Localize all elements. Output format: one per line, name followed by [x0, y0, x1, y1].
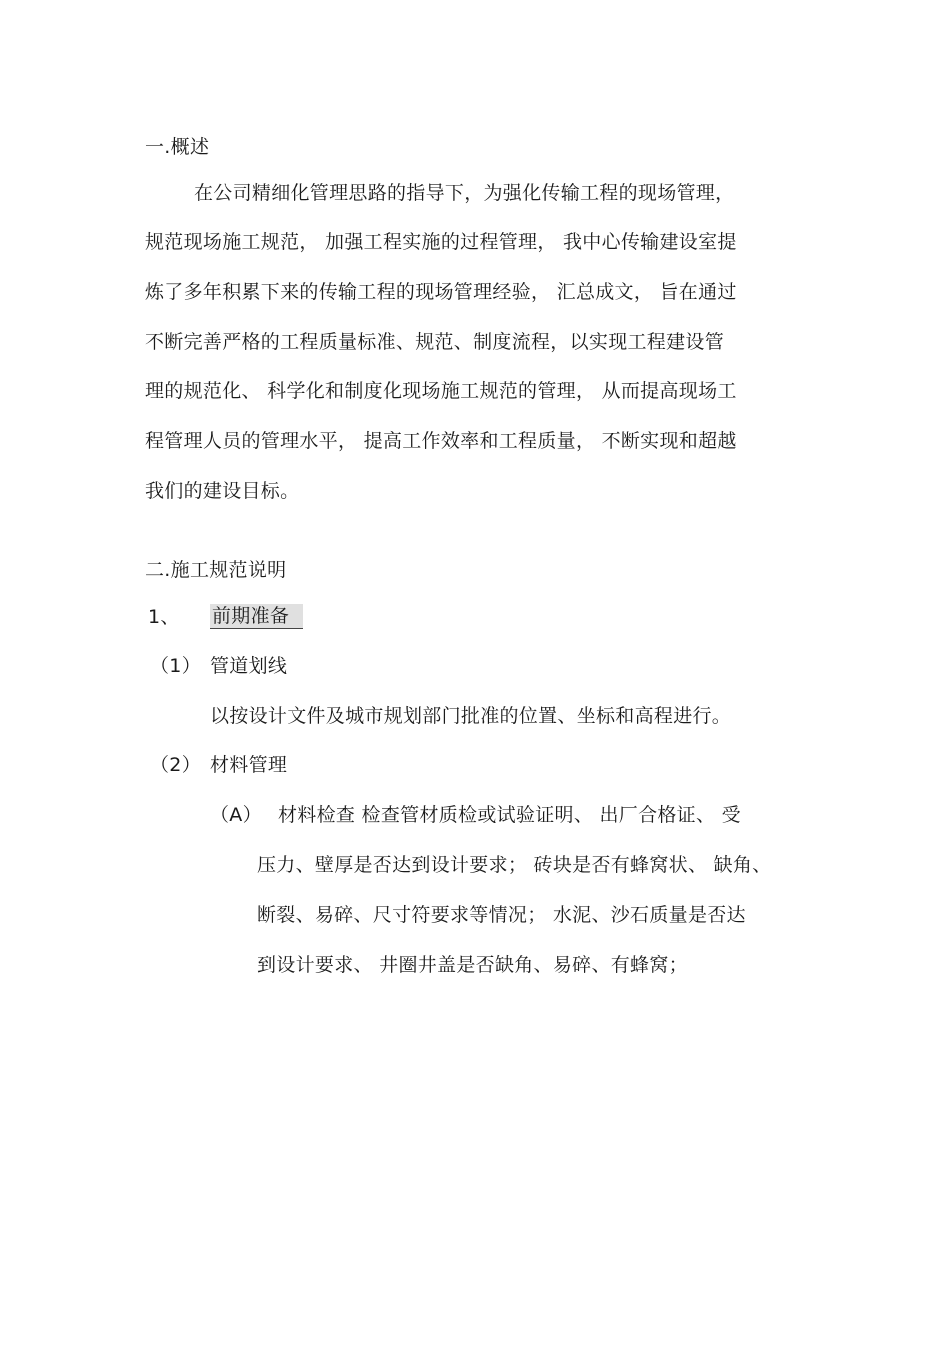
paragraph-line: 理的规范化、 科学化和制度化现场施工规范的管理， 从而提高现场工 — [145, 380, 737, 402]
list-item-text: 断裂、易碎、尺寸符要求等情况； 水泥、沙石质量是否达 — [257, 904, 746, 926]
sub-item-text: 以按设计文件及城市规划部门批准的位置、坐标和高程进行。 — [210, 705, 732, 727]
list-item-label: （A） — [210, 804, 262, 826]
item-title-preparation: 前期准备 — [210, 604, 303, 629]
paragraph-line: 在公司精细化管理思路的指导下，为强化传输工程的现场管理， — [194, 182, 735, 204]
list-item-text: 材料检查 检查管材质检或试验证明、 出厂合格证、 受 — [278, 804, 741, 826]
paragraph-line: 不断完善严格的工程质量标准、规范、制度流程，以实现工程建设管 — [145, 331, 725, 353]
section-heading-overview: 一.概述 — [145, 136, 210, 158]
sub-item-number: （1） — [150, 655, 201, 677]
sub-item-number: （2） — [150, 754, 201, 776]
paragraph-line: 我们的建设目标。 — [145, 480, 300, 502]
paragraph-line: 炼了多年积累下来的传输工程的现场管理经验， 汇总成文， 旨在通过 — [145, 281, 737, 303]
item-number: 1、 — [148, 606, 180, 628]
section-heading-construction-spec: 二.施工规范说明 — [145, 559, 287, 581]
list-item-text: 压力、壁厚是否达到设计要求； 砖块是否有蜂窝状、 缺角、 — [257, 854, 772, 876]
sub-item-title: 材料管理 — [210, 754, 288, 776]
list-item-text: 到设计要求、 井圈井盖是否缺角、易碎、有蜂窝； — [257, 954, 688, 976]
sub-item-title: 管道划线 — [210, 655, 288, 677]
paragraph-line: 规范现场施工规范， 加强工程实施的过程管理， 我中心传输建设室提 — [145, 231, 737, 253]
paragraph-line: 程管理人员的管理水平， 提高工作效率和工程质量， 不断实现和超越 — [145, 430, 737, 452]
